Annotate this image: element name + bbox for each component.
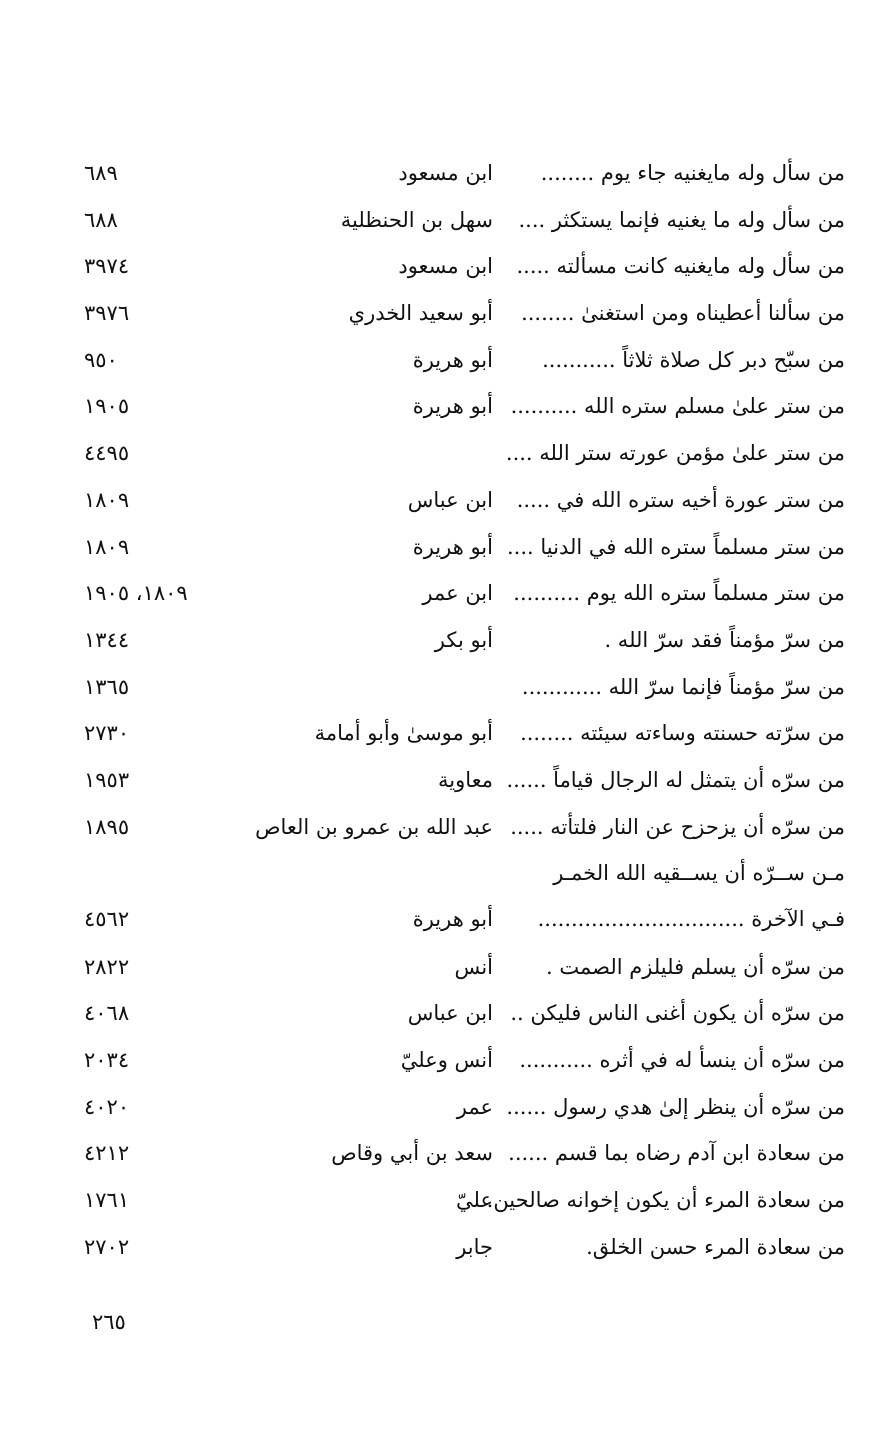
hadith-number: ٢٠٣٤ — [84, 1048, 130, 1073]
hadith-number: ٤٠٢٠ — [84, 1094, 130, 1119]
hadith-text: من ستر علىٰ مؤمن عورته ستر الله .... — [505, 441, 845, 466]
index-entry — [0, 796, 891, 843]
narrator-name: أبو هريرة — [412, 394, 493, 419]
hadith-text: من ستر مسلماً ستره الله في الدنيا .... — [507, 534, 845, 559]
narrator-name: ابن مسعود — [398, 161, 493, 185]
narrator-name: أبو موسىٰ وأبو أمامة — [314, 721, 493, 746]
hadith-text: من سبّح دبر كل صلاة ثلاثاً ........... — [542, 347, 845, 372]
index-entry — [0, 1076, 891, 1123]
narrator-name: عمر — [456, 1094, 493, 1119]
hadith-number: ٢٧٠٢ — [84, 1234, 130, 1259]
narrator-name: عبد الله بن عمرو بن العاص — [255, 814, 493, 839]
narrator-name: أبو هريرة — [412, 907, 493, 932]
hadith-text: من ستر علىٰ مسلم ستره الله .......... — [510, 394, 845, 419]
index-entry — [0, 982, 891, 1029]
narrator-name: ابن مسعود — [398, 254, 493, 279]
narrator-name: أبو بكر — [434, 627, 493, 652]
index-entry — [0, 936, 891, 983]
narrator-name: جابر — [456, 1234, 493, 1259]
hadith-text: من سرّه أن يزحزح عن النار فلتأته ..... — [510, 814, 845, 839]
narrator-name: أبو هريرة — [412, 534, 493, 559]
index-entry — [0, 1029, 891, 1076]
hadith-number: ١٩٠٥ — [84, 394, 130, 419]
hadith-text: من سعادة المرء أن يكون إخوانه صالحين. — [486, 1188, 845, 1213]
index-entry — [0, 842, 891, 935]
hadith-number: ١٨٩٥ — [84, 814, 130, 839]
index-entry — [0, 562, 891, 609]
index-entry — [0, 142, 891, 189]
narrator-name: أبو هريرة — [412, 347, 493, 372]
narrator-name: أبو سعيد الخدري — [348, 301, 493, 326]
hadith-text: من ستر مسلماً ستره الله يوم .......... — [513, 581, 845, 606]
hadith-text: من سرّته حسنته وساءته سيئته ........ — [520, 721, 845, 746]
hadith-text: من ستر عورة أخيه ستره الله في ..... — [516, 487, 845, 512]
narrator-name: أنس وعليّ — [400, 1048, 493, 1073]
hadith-text: من سرّ مؤمناً فإنما سرّ الله ............ — [521, 674, 845, 699]
hadith-number: ٦٨٩ — [84, 161, 118, 185]
hadith-number: ١٨٠٩، ١٩٠٥ — [84, 581, 188, 606]
hadith-text: من سرّ مؤمناً فقد سرّ الله . — [604, 627, 845, 652]
hadith-number: ٣٩٧٤ — [84, 254, 130, 279]
hadith-number: ٤٥٦٢ — [84, 907, 130, 932]
hadith-text: من سرّه أن ينظر إلىٰ هدي رسول ...... — [506, 1094, 845, 1119]
narrator-name: أنس — [454, 954, 493, 979]
hadith-text: من سرّه أن يكون أغنى الناس فليكن .. — [510, 1001, 845, 1026]
narrator-name: سهل بن الحنظلية — [340, 207, 493, 232]
hadith-text: من سأل وله مايغنيه كانت مسألته ..... — [516, 254, 845, 279]
hadith-text: من سألنا أعطيناه ومن استغنىٰ ........ — [521, 301, 845, 326]
narrator-name: معاوية — [437, 767, 493, 792]
hadith-number: ٤٢١٢ — [84, 1141, 130, 1166]
hadith-number: ١٣٤٤ — [84, 627, 130, 652]
index-entry — [0, 422, 891, 469]
hadith-text: من سرّه أن ينسأ له في أثره ........... — [519, 1048, 845, 1073]
hadith-number: ٤٠٦٨ — [84, 1001, 130, 1026]
page-number: ٢٦٥ — [92, 1310, 126, 1334]
hadith-text: من سرّه أن يسلم فليلزم الصمت . — [546, 954, 845, 979]
index-entry — [0, 1169, 891, 1216]
hadith-number: ١٧٦١ — [84, 1188, 130, 1213]
hadith-number: ١٨٠٩ — [84, 487, 130, 512]
hadith-number: ١٨٠٩ — [84, 534, 130, 559]
hadith-index-list — [0, 142, 891, 1263]
hadith-number: ٢٧٣٠ — [84, 721, 130, 746]
index-entry — [0, 375, 891, 422]
hadith-text: من سعادة المرء حسن الخلق. — [586, 1234, 845, 1259]
index-entry — [0, 1216, 891, 1263]
index-entry — [0, 329, 891, 376]
index-entry — [0, 702, 891, 749]
narrator-name: عليّ — [456, 1188, 493, 1213]
hadith-text: من سأل وله ما يغنيه فإنما يستكثر .... — [518, 207, 845, 232]
index-entry — [0, 189, 891, 236]
narrator-name: ابن عباس — [407, 1001, 493, 1026]
hadith-number: ٢٨٢٢ — [84, 954, 130, 979]
hadith-text: مـن ســرّه أن يســقيه الله الخمـر فـي الآخرة ............................... — [537, 861, 845, 932]
narrator-name: ابن عمر — [422, 581, 493, 606]
narrator-name: ابن عباس — [407, 487, 493, 512]
hadith-number: ٩٥٠ — [84, 347, 118, 372]
hadith-number: ١٩٥٣ — [84, 767, 130, 792]
hadith-number: ١٣٦٥ — [84, 674, 130, 699]
index-entry — [0, 469, 891, 516]
hadith-number: ٣٩٧٦ — [84, 301, 130, 326]
index-entry — [0, 609, 891, 656]
hadith-number: ٦٨٨ — [84, 207, 118, 232]
hadith-text: من سعادة ابن آدم رضاه بما قسم ...... — [508, 1141, 845, 1166]
hadith-text: من سأل وله مايغنيه جاء يوم ........ — [540, 161, 845, 185]
index-entry — [0, 516, 891, 563]
narrator-name: سعد بن أبي وقاص — [331, 1141, 493, 1166]
hadith-number: ٤٤٩٥ — [84, 441, 130, 466]
index-entry — [0, 656, 891, 703]
hadith-text: من سرّه أن يتمثل له الرجال قياماً ...... — [506, 767, 845, 792]
index-entry — [0, 282, 891, 329]
index-entry — [0, 749, 891, 796]
index-entry — [0, 235, 891, 282]
index-entry — [0, 1122, 891, 1169]
